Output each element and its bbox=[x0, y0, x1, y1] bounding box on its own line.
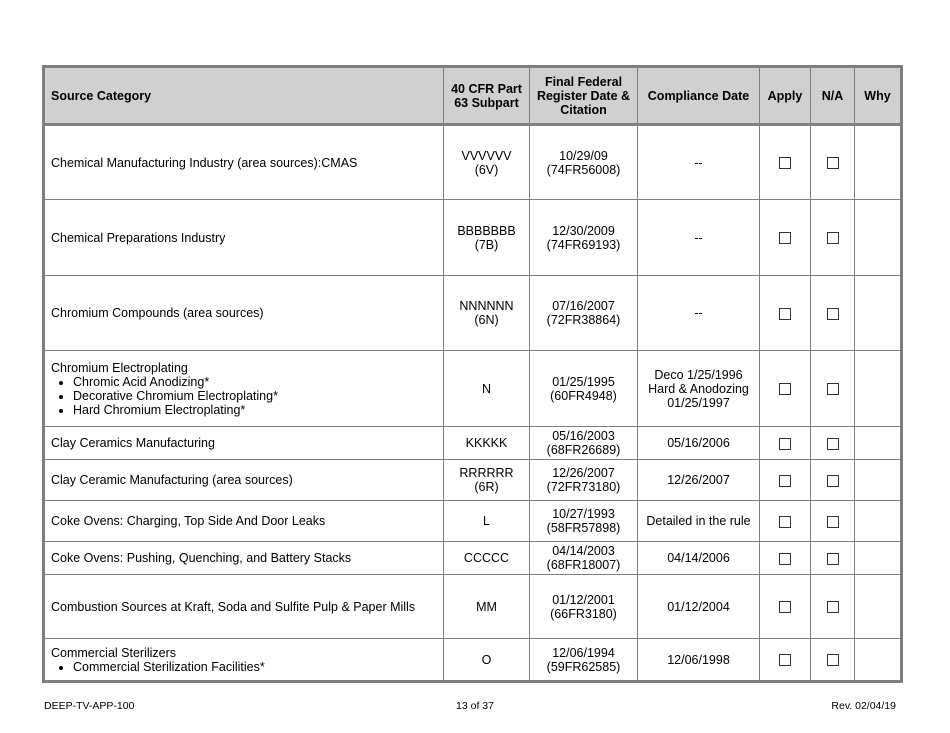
na-checkbox[interactable] bbox=[827, 601, 839, 613]
why-cell[interactable] bbox=[855, 427, 902, 460]
subpart-code: MM bbox=[476, 599, 497, 614]
subpart-cell bbox=[444, 575, 530, 639]
federal-register-cell bbox=[530, 639, 638, 682]
why-cell[interactable] bbox=[855, 575, 902, 639]
nesap-applicability-table bbox=[42, 65, 903, 683]
compliance-date-cell: 05/16/2006 bbox=[638, 427, 760, 460]
list-item: • Hard Chromium Electroplating* bbox=[73, 403, 437, 417]
compliance-date-cell: 12/06/1998 bbox=[638, 639, 760, 682]
nesap-applicability-table-wrap bbox=[42, 65, 900, 683]
source-category-cell: Coke Ovens: Charging, Top Side And Door Leaks bbox=[44, 501, 444, 542]
federal-register-cell bbox=[530, 501, 638, 542]
list-item: • Commercial Sterilization Facilities* bbox=[73, 660, 437, 674]
subpart-code: O bbox=[481, 652, 492, 667]
apply-checkbox[interactable] bbox=[779, 157, 791, 169]
apply-checkbox[interactable] bbox=[779, 601, 791, 613]
register-date: 01/25/1995 bbox=[552, 374, 615, 389]
source-category-cell bbox=[44, 351, 444, 427]
subpart-cell bbox=[444, 427, 530, 460]
apply-cell bbox=[760, 575, 811, 639]
register-citation: (74FR56008) bbox=[546, 162, 621, 177]
register-date: 12/26/2007 bbox=[552, 466, 615, 480]
table-row bbox=[44, 542, 902, 575]
subpart-abbrev: (6V) bbox=[474, 162, 499, 177]
na-checkbox[interactable] bbox=[827, 654, 839, 666]
apply-checkbox[interactable] bbox=[779, 475, 791, 487]
compliance-line: Hard & Anodozing bbox=[648, 381, 749, 396]
compliance-line: 01/25/1997 bbox=[667, 395, 730, 410]
na-checkbox[interactable] bbox=[827, 516, 839, 528]
federal-register-cell bbox=[530, 200, 638, 276]
apply-cell bbox=[760, 276, 811, 351]
register-date: 10/29/09 bbox=[559, 148, 608, 163]
source-category-title: Chromium Electroplating bbox=[51, 360, 188, 375]
apply-cell bbox=[760, 427, 811, 460]
subpart-cell bbox=[444, 460, 530, 501]
table-row bbox=[44, 200, 902, 276]
source-category-cell: Clay Ceramic Manufacturing (area sources) bbox=[44, 460, 444, 501]
source-category-title: Commercial Sterilizers bbox=[51, 645, 177, 660]
na-cell bbox=[811, 200, 855, 276]
source-category-cell: Coke Ovens: Pushing, Quenching, and Battery Stacks bbox=[44, 542, 444, 575]
compliance-date-cell: -- bbox=[638, 276, 760, 351]
compliance-date-cell: -- bbox=[638, 125, 760, 200]
table-row bbox=[44, 501, 902, 542]
subpart-cell bbox=[444, 200, 530, 276]
table-row bbox=[44, 125, 902, 200]
compliance-date-cell bbox=[638, 351, 760, 427]
apply-checkbox[interactable] bbox=[779, 383, 791, 395]
register-date: 12/30/2009 bbox=[552, 223, 615, 238]
compliance-date-cell: Detailed in the rule bbox=[638, 501, 760, 542]
apply-cell bbox=[760, 125, 811, 200]
header-source-category: Source Category bbox=[44, 67, 444, 125]
na-cell bbox=[811, 276, 855, 351]
table-row bbox=[44, 276, 902, 351]
why-cell[interactable] bbox=[855, 276, 902, 351]
na-cell bbox=[811, 575, 855, 639]
federal-register-cell bbox=[530, 125, 638, 200]
apply-cell bbox=[760, 460, 811, 501]
apply-checkbox[interactable] bbox=[779, 516, 791, 528]
na-cell bbox=[811, 125, 855, 200]
table-row bbox=[44, 460, 902, 501]
na-checkbox[interactable] bbox=[827, 383, 839, 395]
compliance-line: Deco 1/25/1996 bbox=[654, 367, 743, 382]
register-date: 01/12/2001 bbox=[552, 592, 615, 607]
register-citation: (68FR18007) bbox=[546, 558, 621, 572]
apply-cell bbox=[760, 200, 811, 276]
register-citation: (59FR62585) bbox=[546, 659, 621, 674]
na-checkbox[interactable] bbox=[827, 553, 839, 565]
register-date: 07/16/2007 bbox=[552, 299, 615, 313]
header-fed-line2: Register Date & bbox=[536, 88, 631, 103]
table-row bbox=[44, 351, 902, 427]
table-row bbox=[44, 575, 902, 639]
apply-checkbox[interactable] bbox=[779, 438, 791, 450]
register-date: 10/27/1993 bbox=[552, 507, 615, 521]
why-cell[interactable] bbox=[855, 542, 902, 575]
subpart-code: CCCCC bbox=[463, 551, 510, 565]
source-category-cell bbox=[44, 639, 444, 682]
footer-page-number: 13 of 37 bbox=[456, 700, 494, 712]
register-citation: (66FR3180) bbox=[550, 606, 617, 621]
list-item: • Chromic Acid Anodizing* bbox=[73, 375, 437, 389]
na-cell bbox=[811, 639, 855, 682]
na-checkbox[interactable] bbox=[827, 157, 839, 169]
subpart-code: KKKKK bbox=[465, 436, 508, 450]
na-checkbox[interactable] bbox=[827, 438, 839, 450]
why-cell[interactable] bbox=[855, 200, 902, 276]
federal-register-cell bbox=[530, 575, 638, 639]
na-cell bbox=[811, 351, 855, 427]
sub-category-list bbox=[51, 660, 437, 674]
subpart-cell bbox=[444, 351, 530, 427]
na-cell bbox=[811, 460, 855, 501]
apply-cell bbox=[760, 542, 811, 575]
apply-checkbox[interactable] bbox=[779, 654, 791, 666]
register-citation: (58FR57898) bbox=[546, 521, 621, 535]
compliance-date-cell: -- bbox=[638, 200, 760, 276]
subpart-cell bbox=[444, 276, 530, 351]
subpart-abbrev: (7B) bbox=[474, 237, 499, 252]
apply-cell bbox=[760, 351, 811, 427]
register-citation: (72FR73180) bbox=[546, 480, 621, 494]
source-category-cell: Combustion Sources at Kraft, Soda and Sulfite Pulp & Paper Mills bbox=[44, 575, 444, 639]
register-date: 12/06/1994 bbox=[552, 645, 615, 660]
na-checkbox[interactable] bbox=[827, 232, 839, 244]
apply-cell bbox=[760, 501, 811, 542]
register-date: 05/16/2003 bbox=[552, 429, 615, 443]
register-citation: (72FR38864) bbox=[546, 313, 621, 327]
sub-category-list bbox=[51, 375, 437, 417]
subpart-cell bbox=[444, 501, 530, 542]
header-row bbox=[44, 67, 902, 125]
apply-checkbox[interactable] bbox=[779, 232, 791, 244]
subpart-code: VVVVVV bbox=[461, 148, 512, 163]
compliance-date-cell: 04/14/2006 bbox=[638, 542, 760, 575]
table-row bbox=[44, 427, 902, 460]
header-na: N/A bbox=[811, 67, 855, 125]
table-row bbox=[44, 639, 902, 682]
source-category-cell: Chromium Compounds (area sources) bbox=[44, 276, 444, 351]
na-cell bbox=[811, 501, 855, 542]
subpart-abbrev: (6N) bbox=[474, 313, 499, 327]
subpart-code: NNNNNN bbox=[459, 299, 514, 313]
subpart-cell bbox=[444, 125, 530, 200]
register-citation: (68FR26689) bbox=[546, 443, 621, 457]
subpart-code: BBBBBBB bbox=[457, 223, 516, 238]
footer-form-id: DEEP-TV-APP-100 bbox=[44, 700, 135, 712]
apply-checkbox[interactable] bbox=[779, 553, 791, 565]
subpart-code: N bbox=[481, 381, 492, 396]
source-category-cell: Chemical Preparations Industry bbox=[44, 200, 444, 276]
apply-cell bbox=[760, 639, 811, 682]
header-fed-line1: Final Federal bbox=[544, 74, 623, 89]
subpart-abbrev: (6R) bbox=[474, 480, 499, 494]
source-category-cell: Chemical Manufacturing Industry (area sources):CMAS bbox=[44, 125, 444, 200]
subpart-code: L bbox=[483, 514, 490, 528]
header-fed-line3: Citation bbox=[560, 102, 607, 117]
apply-checkbox[interactable] bbox=[779, 308, 791, 320]
compliance-date-cell: 12/26/2007 bbox=[638, 460, 760, 501]
subpart-cell bbox=[444, 639, 530, 682]
footer-revision: Rev. 02/04/19 bbox=[831, 700, 896, 712]
source-category-cell: Clay Ceramics Manufacturing bbox=[44, 427, 444, 460]
why-cell[interactable] bbox=[855, 639, 902, 682]
register-citation: (60FR4948) bbox=[550, 388, 617, 403]
why-cell[interactable] bbox=[855, 351, 902, 427]
list-item: • Decorative Chromium Electroplating* bbox=[73, 389, 437, 403]
subpart-cell bbox=[444, 542, 530, 575]
federal-register-cell bbox=[530, 351, 638, 427]
na-checkbox[interactable] bbox=[827, 475, 839, 487]
header-cfr-line1: 40 CFR Part bbox=[451, 81, 522, 96]
na-cell bbox=[811, 427, 855, 460]
subpart-code: RRRRRR bbox=[459, 466, 514, 480]
federal-register-cell bbox=[530, 460, 638, 501]
header-cfr-subpart bbox=[444, 67, 530, 125]
why-cell[interactable] bbox=[855, 125, 902, 200]
federal-register-cell bbox=[530, 542, 638, 575]
header-federal-register bbox=[530, 67, 638, 125]
header-cfr-line2: 63 Subpart bbox=[454, 95, 519, 110]
why-cell[interactable] bbox=[855, 460, 902, 501]
register-date: 04/14/2003 bbox=[552, 544, 615, 558]
federal-register-cell bbox=[530, 427, 638, 460]
header-apply: Apply bbox=[760, 67, 811, 125]
na-checkbox[interactable] bbox=[827, 308, 839, 320]
header-compliance-date: Compliance Date bbox=[638, 67, 760, 125]
na-cell bbox=[811, 542, 855, 575]
why-cell[interactable] bbox=[855, 501, 902, 542]
register-citation: (74FR69193) bbox=[546, 237, 621, 252]
header-why: Why bbox=[855, 67, 902, 125]
federal-register-cell bbox=[530, 276, 638, 351]
compliance-date-cell: 01/12/2004 bbox=[638, 575, 760, 639]
